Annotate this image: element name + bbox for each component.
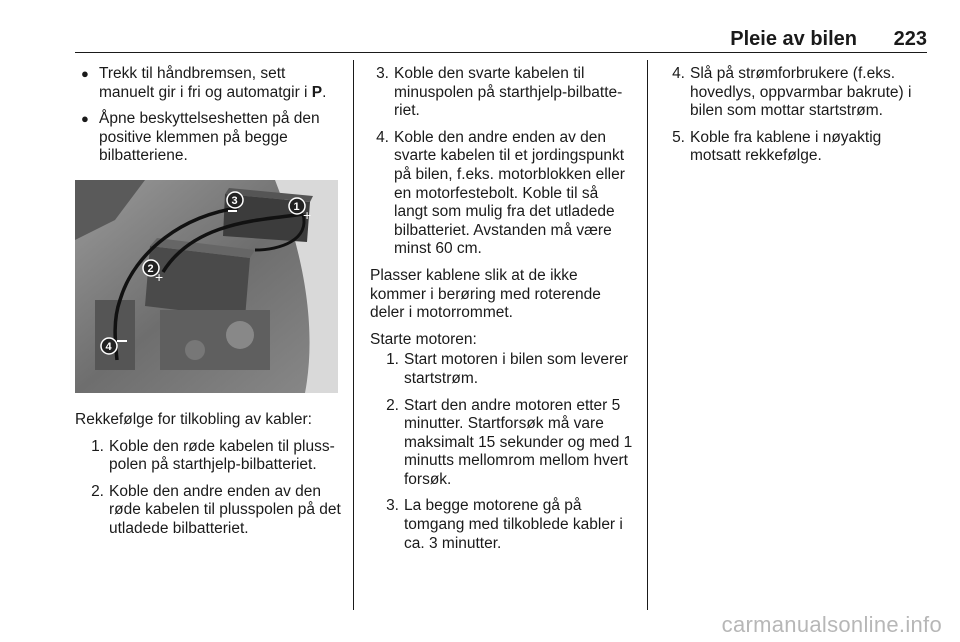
svg-text:1: 1 [293, 200, 300, 213]
svg-text:+: + [303, 206, 312, 223]
column-1 [75, 65, 343, 547]
column-3 [666, 65, 928, 174]
list-item: 1. Start motoren i bilen som leverer startstrøm. [386, 351, 628, 387]
list-item: 1. Koble den røde kabelen til plusspolen på starthjelp-bilbatteriet. [91, 437, 335, 474]
bullet-icon: ● [81, 66, 89, 81]
svg-text:+: + [155, 268, 164, 285]
engine-bay-image [75, 180, 338, 393]
list-item: 4. Koble den andre enden av den svarte kabelen til et jordingspunkt på bilen, f.eks. motorblokken eller en motorfestebolt. Koble til så langt som mulig fra det utladede bilbatteriet. Avstanden må være minst 60 cm. [376, 128, 625, 258]
bullet-item: ● Trekk til håndbremsen, sett manuelt gir i fri og automatgir i P. [81, 65, 327, 101]
jump-start-illustration [75, 180, 338, 393]
svg-text:3: 3 [231, 194, 238, 207]
cable-placement-note: Plasser kablene slik at de ikke kommer i berøring med roterende deler i motorrommet. [370, 266, 601, 322]
watermark: carmanualsonline.info [721, 612, 942, 637]
column-divider [647, 60, 648, 610]
header-rule [75, 52, 927, 53]
gear-position-p: P [311, 83, 323, 101]
list-item: 2. Koble den andre enden av den røde kabelen til plusspolen på det utladede bilbatteriet. [91, 482, 341, 537]
list-item: 4. Slå på strømforbrukere (f.eks. hovedlys, oppvarmbar bakrute) i bilen som mottar startstrøm. [672, 65, 912, 120]
column-2 [370, 65, 636, 561]
list-item: 3. La begge motorene gå på tomgang med tilkoblede kabler i ca. 3 minutter. [386, 497, 623, 552]
svg-text:2: 2 [147, 262, 154, 275]
column-divider [353, 60, 354, 610]
page-header [75, 24, 927, 50]
bullet-icon: ● [81, 111, 89, 127]
list-item: 2. Start den andre motoren etter 5 minutter. Startforsøk må vare maksimalt 15 sekunder og med 1 minutts mellomrom mellom hvert forsøk. [386, 396, 633, 488]
svg-text:4: 4 [105, 340, 112, 353]
start-engine-intro: Starte motoren: [370, 330, 477, 348]
bullet-item: ● Åpne beskyttelseshetten på den positive klemmen på begge bilbatteriene. [81, 110, 320, 165]
section-title: Pleie av bilen [730, 28, 857, 50]
page-number: 223 [893, 28, 927, 50]
list-item: 3. Koble den svarte kabelen til minuspolen på starthjelp-bilbatteriet. [376, 65, 623, 120]
connection-intro: Rekkefølge for tilkobling av kabler: [75, 410, 312, 428]
list-item: 5. Koble fra kablene i nøyaktig motsatt rekkefølge. [672, 128, 882, 165]
